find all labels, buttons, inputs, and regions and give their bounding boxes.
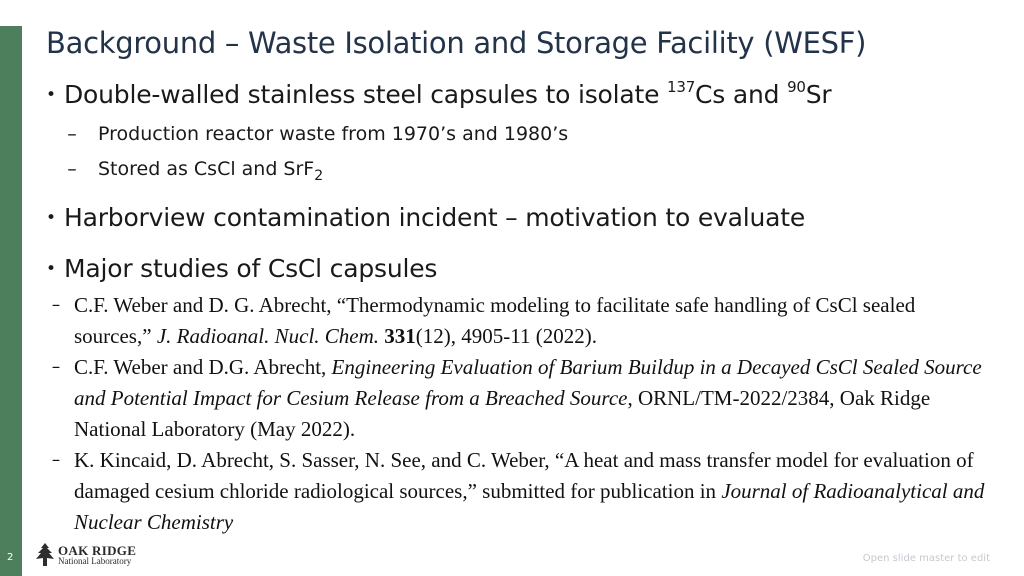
- dash-marker: –: [51, 295, 61, 315]
- reference-item: [46, 290, 986, 352]
- bullet-harborview-text: Harborview contamination incident – motivation to evaluate: [64, 203, 806, 232]
- bullet-capsules-text-a: Double-walled stainless steel capsules to isolate: [64, 80, 668, 109]
- reference-3-journal: Journal of Radioanalytical and Nuclear Chemistry: [74, 479, 985, 534]
- subscript-2: 2: [314, 168, 324, 184]
- tree-icon: [34, 542, 56, 568]
- sub-bullet-stored-text: Stored as CsCl and SrF: [98, 158, 315, 180]
- logo-line-2: National Laboratory: [58, 556, 132, 566]
- reference-2-title: Engineering Evaluation of Barium Buildup in a Decayed CsCl Sealed Source and Potential Impact for Cesium Release from a Breached Source: [74, 355, 982, 410]
- reference-1-text: C.F. Weber and D. G. Abrecht, “Thermodynamic modeling to facilitate safe handling of CsCl sealed sources,”: [74, 293, 916, 348]
- reference-item: [46, 352, 986, 445]
- reference-2-rest: , ORNL/TM-2022/2384, Oak Ridge National Laboratory (May 2022).: [74, 386, 931, 441]
- superscript-137: 137: [667, 78, 696, 96]
- bullet-dot: •: [46, 259, 56, 279]
- bullet-major-studies-text: Major studies of CsCl capsules: [64, 254, 438, 283]
- reference-2-text: C.F. Weber and D.G. Abrecht,: [74, 355, 332, 379]
- bullet-capsules-text-b: Cs and: [695, 80, 788, 109]
- dash-marker: –: [51, 357, 61, 377]
- bullet-dot: •: [46, 85, 56, 105]
- bullet-capsules-text-c: Sr: [805, 80, 832, 109]
- accent-sidebar: [0, 26, 22, 576]
- dash-marker: –: [51, 450, 61, 470]
- sub-bullet-production-text: Production reactor waste from 1970’s and 1980’s: [98, 123, 569, 145]
- reference-1-journal: J. Radioanal. Nucl. Chem.: [156, 324, 380, 348]
- reference-1-rest: (12), 4905-11 (2022).: [415, 324, 597, 348]
- bullet-dot: •: [46, 208, 56, 228]
- slide-number: 2: [7, 552, 14, 563]
- reference-item: [46, 445, 986, 538]
- slide-title: Background – Waste Isolation and Storage Facility (WESF): [46, 26, 867, 60]
- superscript-90: 90: [787, 78, 806, 96]
- sub-bullet-production: [46, 123, 568, 145]
- bullet-major-studies: [46, 254, 437, 283]
- reference-1-volume: 331: [384, 324, 416, 348]
- bullet-capsules: [46, 80, 832, 109]
- references-list: [46, 290, 986, 538]
- dash-marker: –: [67, 123, 77, 145]
- master-edit-note: Open slide master to edit: [862, 553, 990, 564]
- reference-3-text: K. Kincaid, D. Abrecht, S. Sasser, N. See, and C. Weber, “A heat and mass transfer model for evaluation of damaged cesium chloride radiological sources,” submitted for publication in: [74, 448, 974, 503]
- bullet-harborview: [46, 203, 805, 232]
- dash-marker: –: [67, 158, 77, 180]
- ornl-logo: [34, 542, 137, 568]
- logo-line-1: OAK RIDGE: [58, 543, 137, 558]
- sub-bullet-stored: [46, 158, 324, 184]
